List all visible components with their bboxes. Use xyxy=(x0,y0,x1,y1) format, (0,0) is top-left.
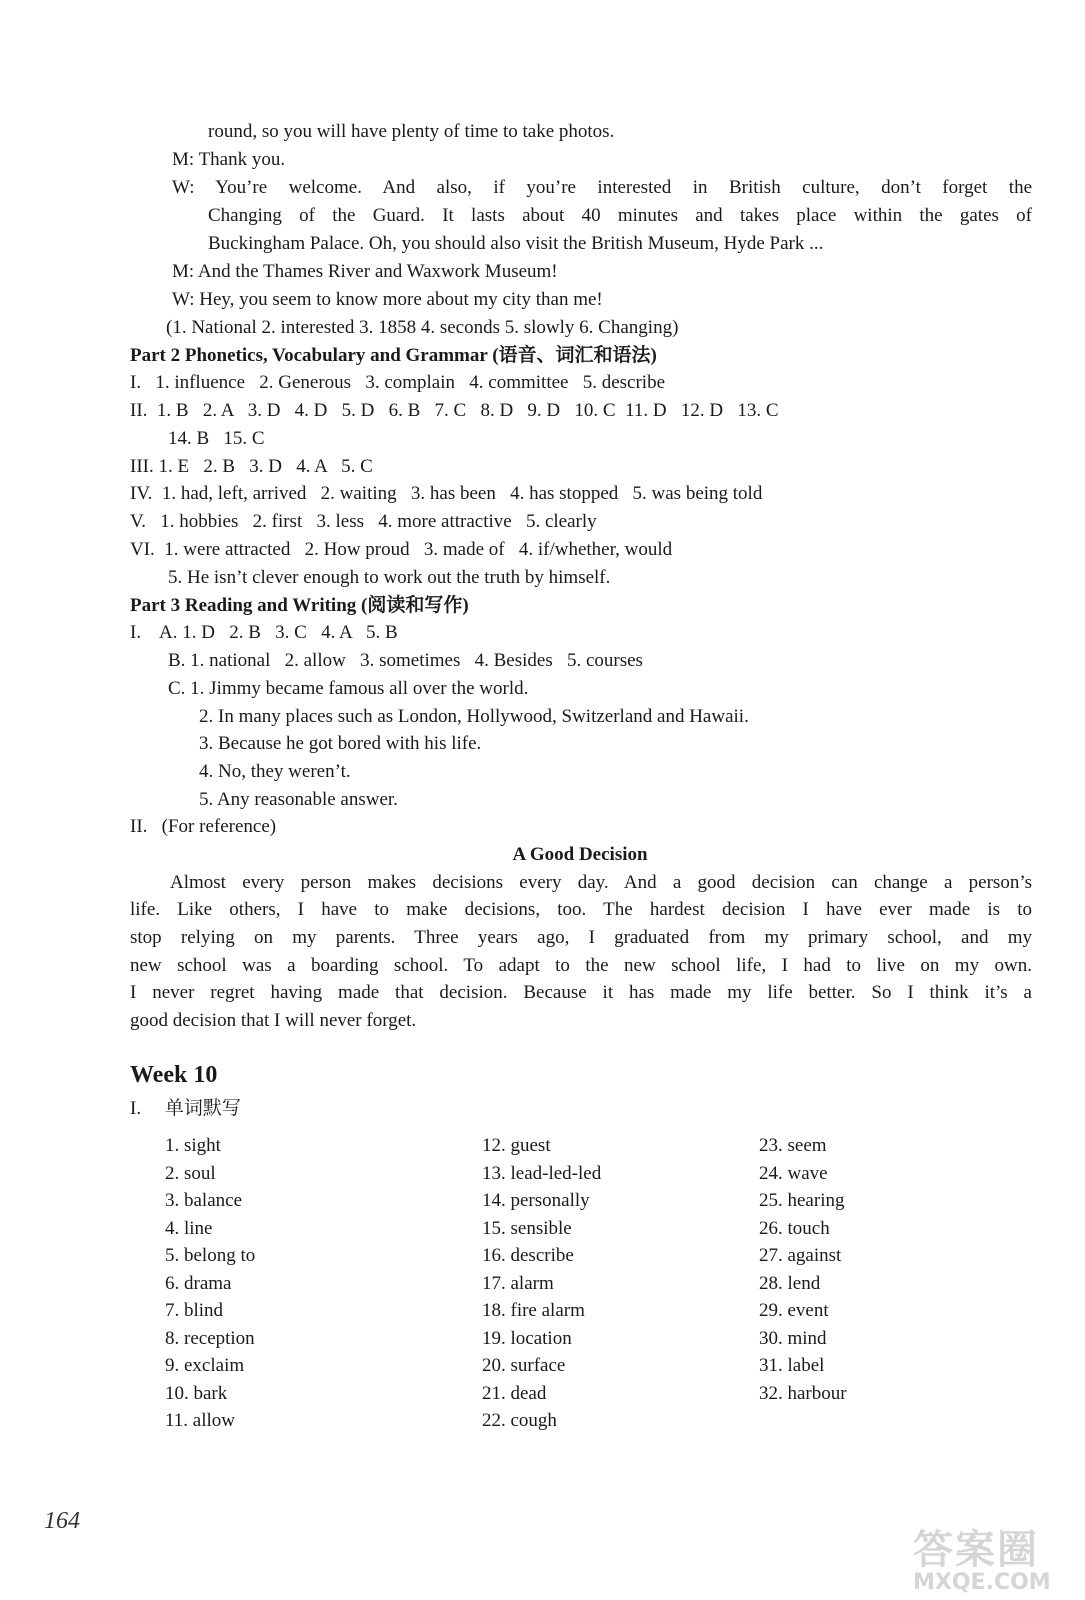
part3-section-ii: II. (For reference) xyxy=(130,816,277,837)
vocab-item: 21. dead xyxy=(482,1382,547,1404)
dialogue-line: round, so you will have plenty of time to take photos. xyxy=(208,121,615,142)
vocab-item: 14. personally xyxy=(482,1190,590,1211)
part3-section-ic: 3. Because he got bored with his life. xyxy=(199,733,482,754)
part3-section-ic: 4. No, they weren’t. xyxy=(199,761,351,782)
vocab-item: 12. guest xyxy=(482,1135,551,1156)
essay-line: Almost every person makes decisions every day. And a good decision can change a person’s xyxy=(170,872,1032,893)
page-number: 164 xyxy=(44,1508,80,1534)
vocab-item: 29. event xyxy=(759,1300,829,1321)
part3-section-ib: B. 1. national 2. allow 3. sometimes 4. Besides 5. courses xyxy=(168,650,643,671)
part2-section-vi: VI. 1. were attracted 2. How proud 3. made of 4. if/whether, would xyxy=(130,539,673,560)
essay-line: good decision that I will never forget. xyxy=(130,1010,417,1031)
watermark-logo-text: 答案圈 xyxy=(913,1527,1039,1573)
dialogue-line: W: You’re welcome. And also, if you’re interested in British culture, don’t forget the xyxy=(172,177,1032,198)
dialogue-line: W: Hey, you seem to know more about my city than me! xyxy=(172,289,603,310)
week-title: Week 10 xyxy=(130,1062,218,1088)
vocab-item: 4. line xyxy=(165,1217,213,1239)
vocab-item: 27. against xyxy=(759,1245,842,1266)
part3-section-ia: I. A. 1. D 2. B 3. C 4. A 5. B xyxy=(130,622,398,643)
vocab-item: 24. wave xyxy=(759,1162,828,1184)
vocab-item: 15. sensible xyxy=(482,1217,572,1239)
vocab-item: 18. fire alarm xyxy=(482,1300,585,1321)
part2-section-ii: II. 1. B 2. A 3. D 4. D 5. D 6. B 7. C 8. D 9. D 10. C 11. D 12. D 13. C xyxy=(130,400,779,421)
vocab-item: 20. surface xyxy=(482,1355,566,1376)
essay-line: new school was a boarding school. To adapt to the new school life, I had to live on my own. xyxy=(130,955,1032,976)
vocab-item: 2. soul xyxy=(165,1162,216,1184)
vocab-item: 16. describe xyxy=(482,1245,574,1266)
essay-line: I never regret having made that decision. Because it has made my life better. So I think it’s a xyxy=(130,982,1032,1003)
part2-section-iii: III. 1. E 2. B 3. D 4. A 5. C xyxy=(130,456,373,477)
vocab-item: 1. sight xyxy=(165,1135,221,1156)
vocab-item: 31. label xyxy=(759,1355,825,1376)
vocab-item: 26. touch xyxy=(759,1217,830,1239)
essay-line: life. Like others, I have to make decisions, too. The hardest decision I have ever made is to xyxy=(130,899,1032,920)
dialogue-line: Buckingham Palace. Oh, you should also visit the British Museum, Hyde Park ... xyxy=(208,233,824,254)
vocab-item: 22. cough xyxy=(482,1410,557,1431)
vocab-item: 9. exclaim xyxy=(165,1355,245,1376)
part3-section-ic: 2. In many places such as London, Hollywood, Switzerland and Hawaii. xyxy=(199,706,749,727)
vocab-item: 6. drama xyxy=(165,1272,232,1294)
vocab-item: 5. belong to xyxy=(165,1245,256,1266)
part3-section-ic: C. 1. Jimmy became famous all over the world. xyxy=(168,678,529,699)
vocab-item: 30. mind xyxy=(759,1327,827,1349)
part2-title: Part 2 Phonetics, Vocabulary and Grammar (语音、词汇和语法) xyxy=(130,345,657,366)
vocab-item: 7. blind xyxy=(165,1300,224,1321)
vocab-item: 3. balance xyxy=(165,1190,243,1211)
vocab-item: 8. reception xyxy=(165,1327,255,1349)
part2-section-i: I. 1. influence 2. Generous 3. complain 4. committee 5. describe xyxy=(130,372,666,393)
vocab-item: 10. bark xyxy=(165,1382,228,1404)
vocab-item: 23. seem xyxy=(759,1135,827,1156)
dialogue-line: Changing of the Guard. It lasts about 40 minutes and takes place within the gates of xyxy=(208,205,1032,226)
dialogue-line: M: And the Thames River and Waxwork Museum! xyxy=(172,261,558,282)
vocab-item: 13. lead-led-led xyxy=(482,1162,602,1184)
watermark-logo xyxy=(913,1527,1063,1596)
part3-title: Part 3 Reading and Writing (阅读和写作) xyxy=(130,595,469,616)
part2-section-v: V. 1. hobbies 2. first 3. less 4. more attractive 5. clearly xyxy=(130,511,597,532)
part2-section-iv: IV. 1. had, left, arrived 2. waiting 3. has been 4. has stopped 5. was being told xyxy=(130,483,763,504)
week-section-title: I. 单词默写 xyxy=(130,1098,241,1119)
vocab-item: 25. hearing xyxy=(759,1190,845,1211)
watermark-url: MXQE.COM xyxy=(913,1570,1051,1595)
essay-line: stop relying on my parents. Three years ago, I graduated from my primary school, and my xyxy=(130,927,1032,948)
part2-section-vi-cont: 5. He isn’t clever enough to work out the truth by himself. xyxy=(168,567,611,588)
vocab-item: 17. alarm xyxy=(482,1272,554,1294)
part3-section-ic: 5. Any reasonable answer. xyxy=(199,789,398,810)
dialogue-line: M: Thank you. xyxy=(172,149,286,170)
vocab-item: 11. allow xyxy=(165,1410,236,1431)
part2-section-ii-cont: 14. B 15. C xyxy=(168,428,265,449)
listening-answers: (1. National 2. interested 3. 1858 4. seconds 5. slowly 6. Changing) xyxy=(166,317,679,338)
vocab-item: 19. location xyxy=(482,1327,572,1349)
vocab-item: 32. harbour xyxy=(759,1382,847,1404)
vocab-item: 28. lend xyxy=(759,1272,821,1294)
essay-title: A Good Decision xyxy=(512,844,648,865)
